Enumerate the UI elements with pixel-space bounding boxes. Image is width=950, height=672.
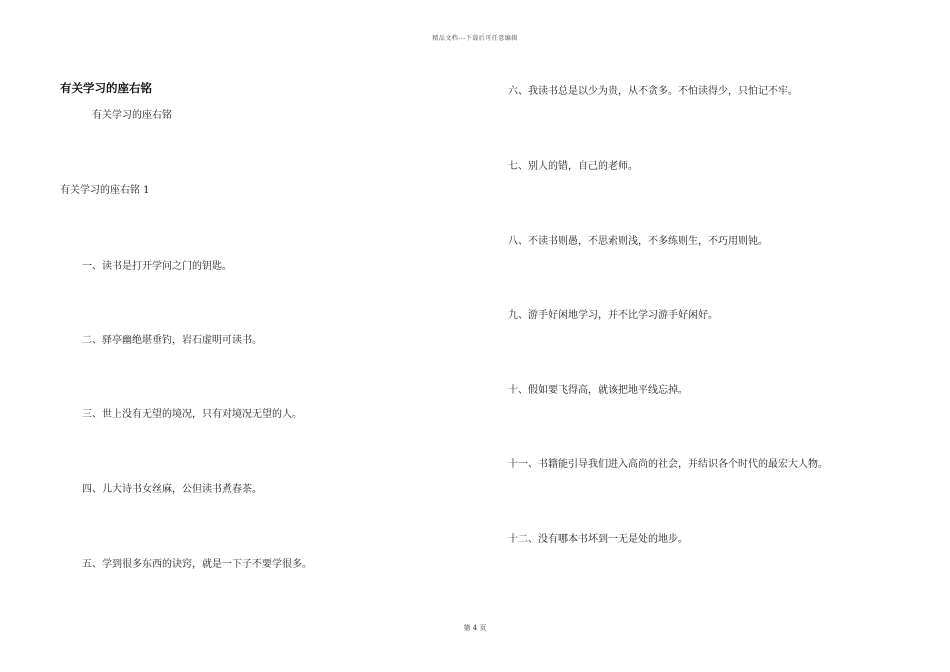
motto-item-2: 二、驿亭幽绝堪垂钓，岩石虚明可读书。: [82, 335, 262, 346]
page-header: 精品文档---下载后可任意编辑: [432, 35, 518, 42]
motto-item-10: 十、假如要飞得高，就该把地平线忘掉。: [508, 385, 688, 396]
motto-item-11: 十一、书籍能引导我们进入高尚的社会，并结识各个时代的最宏大人物。: [508, 459, 828, 470]
section-label: 有关学习的座右铭 1: [60, 185, 150, 196]
motto-item-5: 五、学到很多东西的诀窍，就是一下子不要学很多。: [82, 559, 312, 570]
motto-item-1: 一、读书是打开学问之门的钥匙。: [82, 261, 232, 272]
motto-item-3: 三、世上没有无望的境况，只有对境况无望的人。: [82, 409, 302, 420]
motto-item-4: 四、儿大诗书女丝麻，公但读书煮春茶。: [82, 484, 262, 495]
motto-item-12: 十二、没有哪本书坏到一无是处的地步。: [508, 534, 688, 545]
motto-item-9: 九、游手好闲地学习，并不比学习游手好闲好。: [508, 310, 718, 321]
motto-item-7: 七、别人的错，自己的老师。: [508, 161, 638, 172]
document-title: 有关学习的座右铭: [60, 81, 152, 95]
motto-item-8: 八、不读书则愚，不思索则浅，不多练则生，不巧用则钝。: [508, 236, 768, 247]
motto-item-6: 六、我读书总是以少为贵，从不贪多。不怕读得少，只怕记不牢。: [508, 86, 798, 97]
page-number: 第 4 页: [463, 624, 487, 632]
document-subtitle: 有关学习的座右铭: [92, 110, 172, 121]
